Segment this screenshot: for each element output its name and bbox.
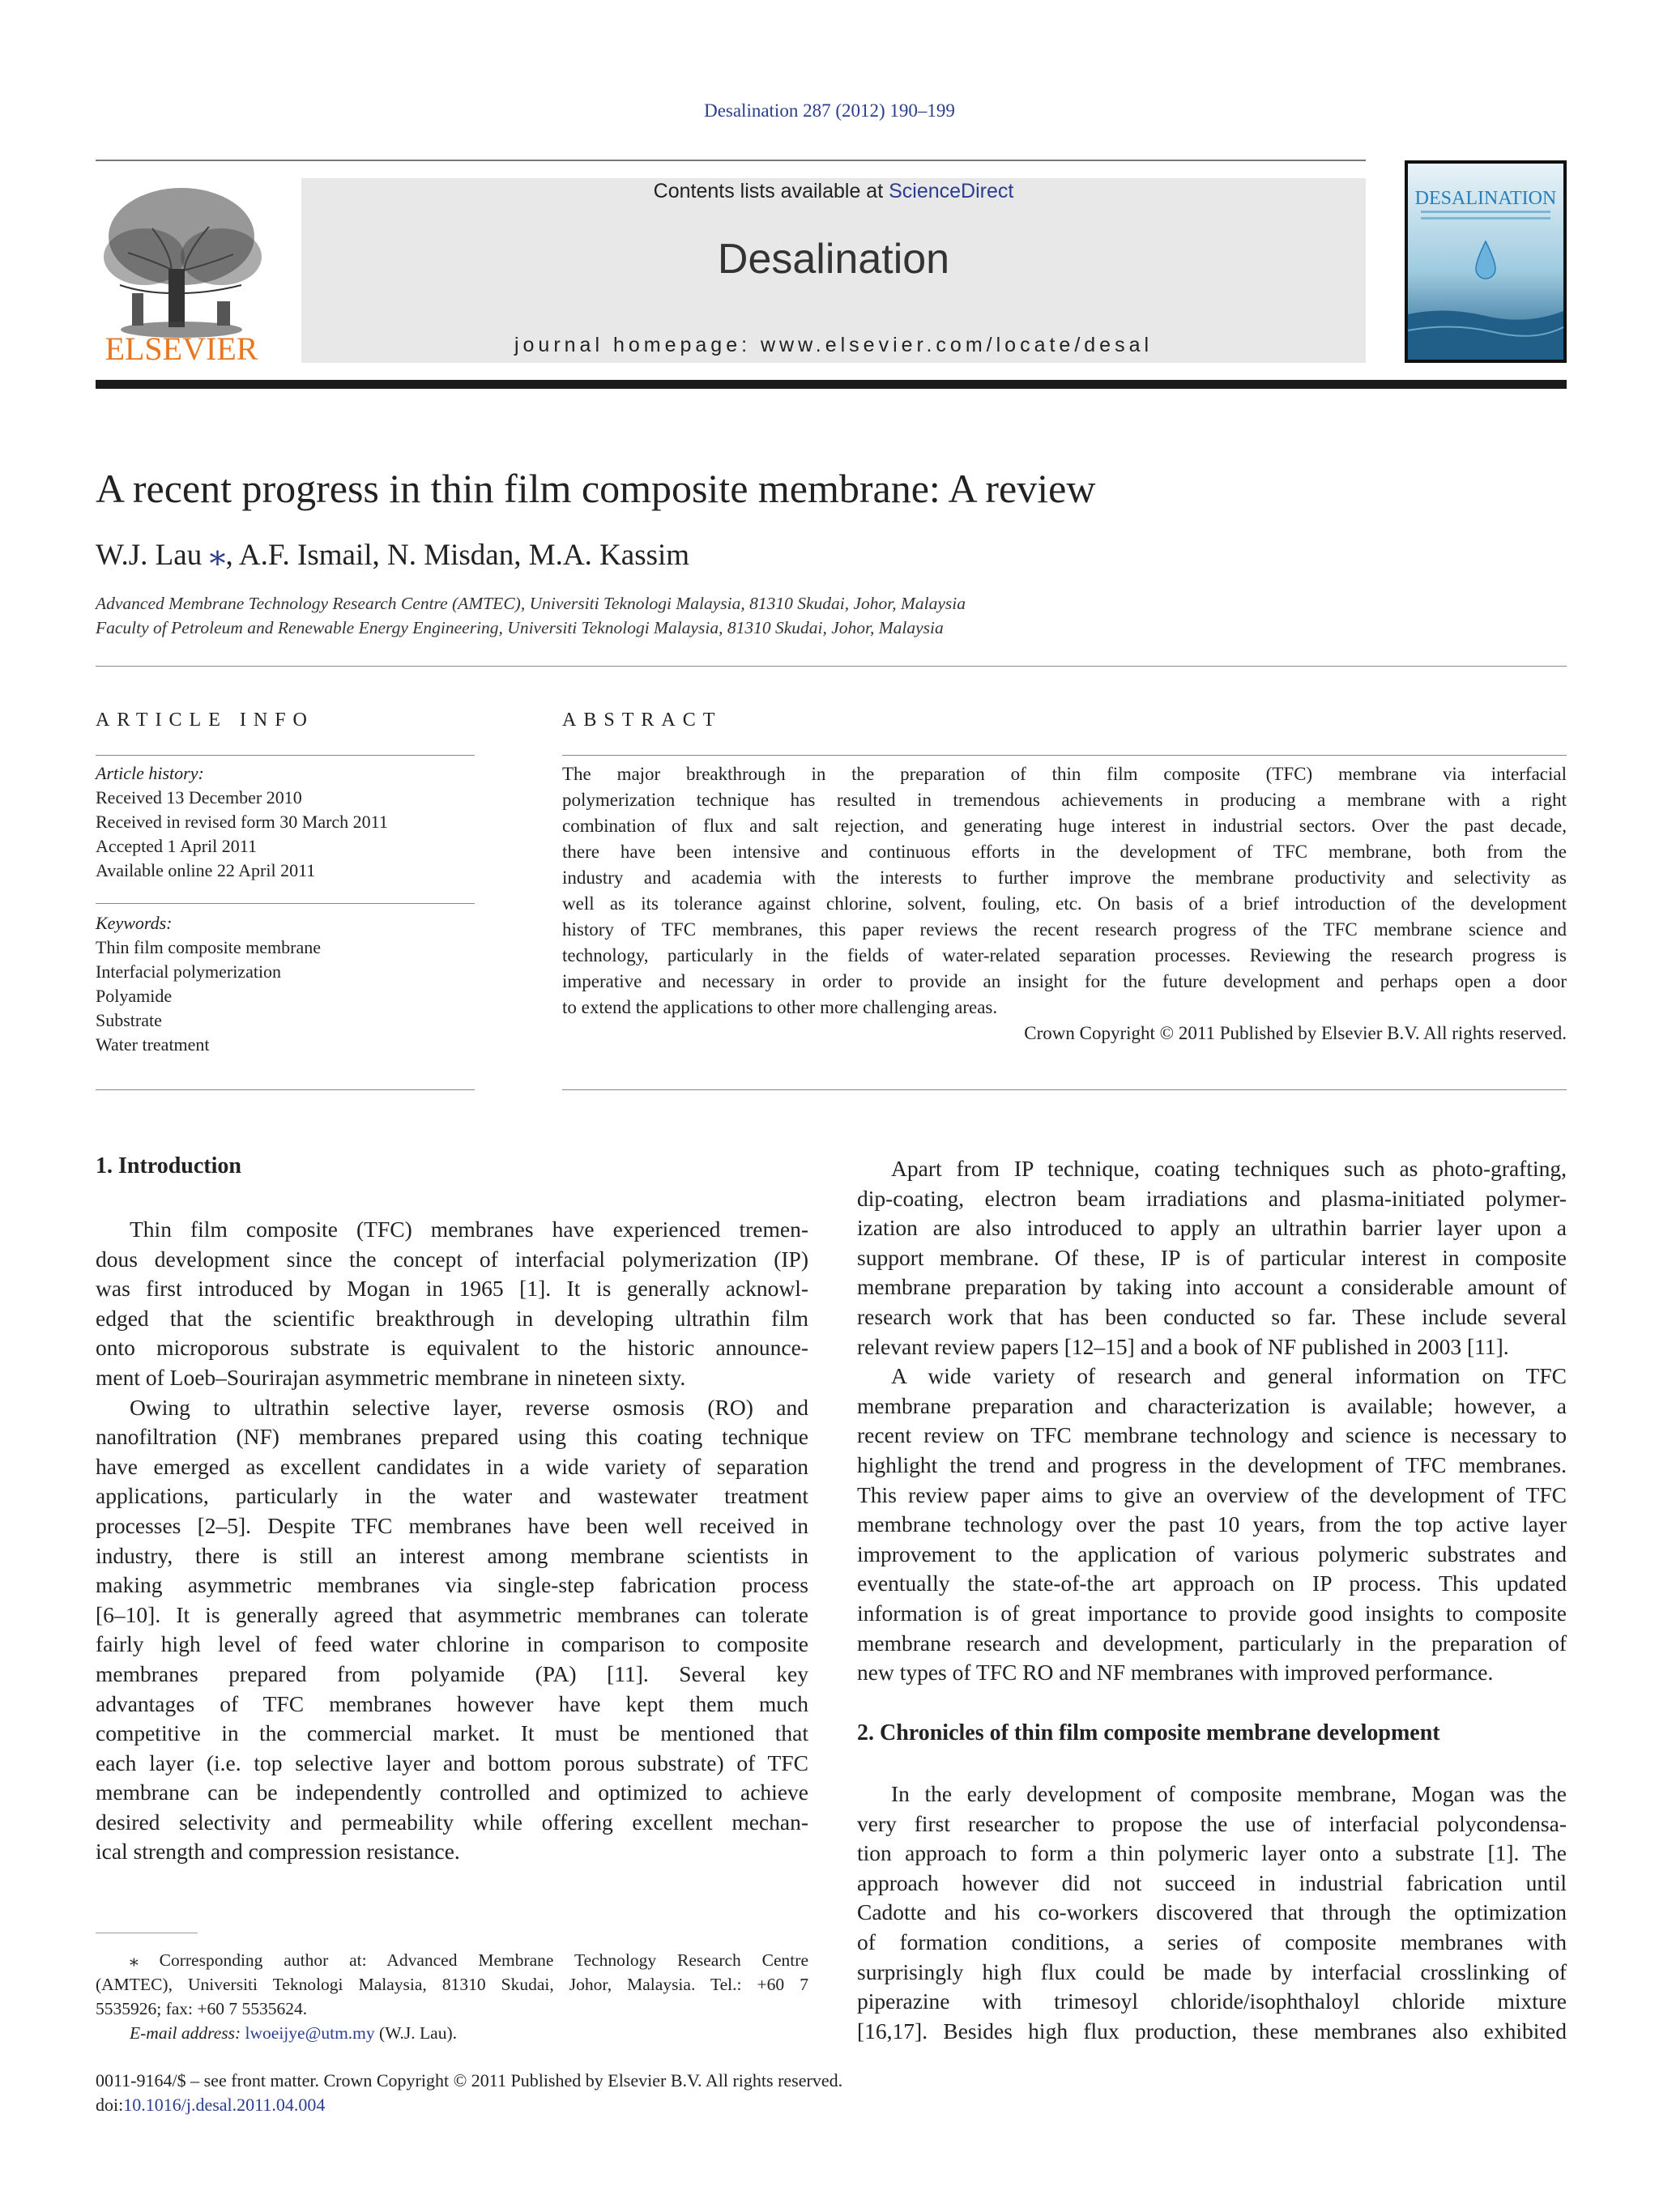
body-line: making asymmetric membranes via single-step fabrication process (96, 1572, 808, 1598)
cover-title: DESALINATION (1414, 188, 1557, 209)
elsevier-wordmark: ELSEVIER (104, 330, 258, 366)
info-rule (96, 1089, 475, 1090)
body-line: have emerged as excellent candidates in a wide variety of separation (96, 1453, 808, 1479)
abstract-rule (562, 1089, 1567, 1090)
body-line: Thin film composite (TFC) membranes have experienced tremen- (130, 1217, 808, 1242)
body-line: membrane research and development, particularly in the preparation of (857, 1630, 1567, 1656)
article-title: A recent progress in thin film composite membrane: A review (96, 466, 1096, 511)
abstract-line: industry and academia with the interests to further improve the membrane productivity and selectivity as (562, 867, 1567, 888)
introduction-body (96, 1215, 808, 1867)
email-label: E-mail address: (130, 2023, 241, 2043)
body-line: competitive in the commercial market. It must be mentioned that (96, 1720, 808, 1746)
body-line: [16,17]. Besides high flux production, these membranes also exhibited (857, 2018, 1567, 2044)
body-line: fairly high level of feed water chlorine in comparison to composite (96, 1631, 808, 1657)
elsevier-tree-icon (96, 180, 267, 366)
abstract-line: to extend the applications to other more challenging areas. (562, 997, 998, 1017)
header-thick-rule (96, 380, 1567, 389)
body-line: highlight the trend and progress in the development of TFC membranes. (857, 1451, 1567, 1477)
body-line: membranes prepared from polyamide (PA) [11]. Several key (96, 1660, 808, 1686)
corresponding-author-marker[interactable]: ⁎ (209, 535, 226, 572)
body-line: [6–10]. It is generally agreed that asymmetric membranes can tolerate (96, 1601, 808, 1627)
body-line: A wide variety of research and general information on TFC (891, 1363, 1567, 1389)
abstract-heading: ABSTRACT (562, 710, 723, 731)
history-item: Received in revised form 30 March 2011 (96, 812, 388, 832)
body-line: nanofiltration (NF) membranes prepared using this coating technique (96, 1424, 808, 1450)
footnote-line: 5535926; fax: +60 7 5535624. (96, 1999, 308, 2018)
body-line: very first researcher to propose the use of interfacial polycondensa- (857, 1810, 1567, 1836)
body-line: membrane preparation by taking into account a considerable amount of (857, 1274, 1567, 1300)
body-line: onto microporous substrate is equivalent to the historic announce- (96, 1335, 808, 1361)
body-line: dip-coating, electron beam irradiations and plasma-initiated polymer- (857, 1185, 1567, 1211)
body-line: Owing to ultrathin selective layer, reverse osmosis (RO) and (130, 1394, 808, 1420)
body-line: relevant review papers [12–15] and a book of NF published in 2003 [11]. (857, 1333, 1509, 1359)
keyword: Substrate (96, 1010, 162, 1030)
body-line: This review paper aims to give an overview of the development of TFC (857, 1481, 1567, 1507)
journal-name: Desalination (717, 236, 950, 283)
body-line: edged that the scientific breakthrough in developing ultrathin film (96, 1305, 808, 1331)
footnote-line: ⁎ Corresponding author at: Advanced Membrane Technology Research Centre (130, 1950, 808, 1970)
abstract-body (562, 761, 1567, 1046)
body-line: ment of Loeb–Sourirajan asymmetric membrane in nineteen sixty. (96, 1364, 686, 1390)
contents-line (301, 180, 1366, 203)
info-rule (96, 903, 475, 904)
body-line: membrane preparation and characterization is available; however, a (857, 1392, 1567, 1418)
doi-prefix: doi: (96, 2095, 124, 2115)
history-label: Article history: (96, 763, 204, 783)
elsevier-logo (96, 180, 267, 366)
body-line: advantages of TFC membranes however have kept them much (96, 1690, 808, 1716)
body-line: was first introduced by Mogan in 1965 [1]. It is generally acknowl- (96, 1276, 808, 1302)
article-history (96, 761, 388, 883)
first-author[interactable]: W.J. Lau (96, 539, 203, 572)
issn-line: 0011-9164/$ – see front matter. Crown Copyright © 2011 Published by Elsevier B.V. All rights reserved. (96, 2070, 843, 2091)
article-info-heading: ARTICLE INFO (96, 710, 314, 731)
journal-cover-icon (1405, 160, 1567, 363)
abstract-line: history of TFC membranes, this paper reviews the recent research progress of the TFC membrane science and (562, 919, 1567, 940)
abstract-line: combination of flux and salt rejection, and generating huge interest in industrial sectors. Over the past decade, (562, 816, 1567, 836)
body-line: industry, there is still an interest among membrane scientists in (96, 1542, 808, 1568)
email-suffix: (W.J. Lau). (374, 2023, 457, 2043)
body-line: research work that has been conducted so far. These include several (857, 1303, 1567, 1329)
section-2-body (857, 1779, 1567, 2046)
journal-cover (1405, 160, 1567, 363)
footnote-line: (AMTEC), Universiti Teknologi Malaysia, 81310 Skudai, Johor, Malaysia. Tel.: +60 7 (96, 1975, 808, 1994)
other-authors: , A.F. Ismail, N. Misdan, M.A. Kassim (225, 539, 690, 572)
body-line: dous development since the concept of interfacial polymerization (IP) (96, 1246, 808, 1272)
body-line: new types of TFC RO and NF membranes with improved performance. (857, 1660, 1494, 1686)
body-line: information is of great importance to provide good insights to composite (857, 1600, 1567, 1626)
body-line: ization are also introduced to apply an ultrathin barrier layer upon a (857, 1215, 1567, 1241)
email-link[interactable]: lwoeijye@utm.my (245, 2023, 375, 2043)
sciencedirect-link[interactable]: ScienceDirect (889, 180, 1014, 202)
abstract-line: well as its tolerance against chlorine, solvent, fouling, etc. On basis of a brief introduction of the development (562, 893, 1567, 914)
body-line: surprisingly high flux could be made by interfacial crosslinking of (857, 1958, 1567, 1984)
body-line: support membrane. Of these, IP is of particular interest in composite (857, 1244, 1567, 1270)
footnote-email-line (96, 2021, 808, 2045)
body-line: desired selectivity and permeability while offering excellent mechan- (96, 1809, 808, 1835)
doi-line (96, 2095, 325, 2116)
journal-homepage[interactable]: journal homepage: www.elsevier.com/locate/desal (514, 334, 1154, 356)
abstract-rule (562, 755, 1567, 756)
doi-link[interactable]: 10.1016/j.desal.2011.04.004 (123, 2095, 326, 2115)
history-item: Accepted 1 April 2011 (96, 836, 257, 856)
journal-reference[interactable]: Desalination 287 (2012) 190–199 (704, 100, 955, 121)
keyword: Water treatment (96, 1034, 210, 1055)
keyword: Thin film composite membrane (96, 937, 321, 957)
abstract-copyright: Crown Copyright © 2011 Published by Elsevier B.V. All rights reserved. (1024, 1023, 1567, 1043)
top-rule (96, 160, 1366, 161)
body-line: tion approach to form a thin polymeric layer onto a substrate [1]. The (857, 1840, 1567, 1866)
affiliation-1: Advanced Membrane Technology Research Centre (AMTEC), Universiti Teknologi Malaysia, 81310 Skudai, Johor, Malaysia (96, 594, 966, 613)
body-line: improvement to the application of various polymeric substrates and (857, 1541, 1567, 1566)
body-line: of formation conditions, a series of composite membranes with (857, 1929, 1567, 1954)
right-column-body (857, 1154, 1567, 1688)
body-line: In the early development of composite membrane, Mogan was the (891, 1781, 1567, 1806)
body-line: approach however did not succeed in industrial fabrication until (857, 1869, 1567, 1895)
body-line: processes [2–5]. Despite TFC membranes have been well received in (96, 1512, 808, 1538)
introduction-heading: 1. Introduction (96, 1153, 241, 1178)
abstract-line: technology, particularly in the fields of water-related separation processes. Reviewing the research progress is (562, 945, 1567, 965)
abstract-line: polymerization technique has resulted in tremendous achievements in producing a membrane with a right (562, 790, 1567, 810)
body-line: recent review on TFC membrane technology and science is necessary to (857, 1422, 1567, 1448)
author-list (96, 535, 689, 573)
keyword: Interfacial polymerization (96, 961, 282, 982)
keywords (96, 911, 321, 1057)
abstract-line: imperative and necessary in order to provide an insight for the future development and perhaps open a door (562, 971, 1567, 991)
keywords-label: Keywords: (96, 913, 173, 933)
body-line: Cadotte and his co-workers discovered that through the optimization (857, 1899, 1567, 1925)
abstract-line: The major breakthrough in the preparation of thin film composite (TFC) membrane via interfacial (562, 764, 1567, 784)
corresponding-author-footnote (96, 1948, 808, 2045)
body-line: membrane can be independently controlled and optimized to achieve (96, 1779, 808, 1805)
affiliation-rule (96, 666, 1567, 667)
contents-prefix: Contents lists available at (653, 180, 889, 202)
info-rule (96, 755, 475, 756)
history-item: Received 13 December 2010 (96, 787, 302, 808)
abstract-line: there have been intensive and continuous efforts in the development of TFC membrane, both from the (562, 842, 1567, 862)
body-line: applications, particularly in the water and wastewater treatment (96, 1483, 808, 1509)
history-item: Available online 22 April 2011 (96, 860, 316, 880)
keyword: Polyamide (96, 986, 173, 1006)
body-line: each layer (i.e. top selective layer and bottom porous substrate) of TFC (96, 1750, 808, 1775)
body-line: ical strength and compression resistance. (96, 1839, 460, 1865)
body-line: piperazine with trimesoyl chloride/isophthaloyl chloride mixture (857, 1988, 1567, 2014)
section-2-heading: 2. Chronicles of thin film composite membrane development (857, 1720, 1440, 1745)
body-line: eventually the state-of-the art approach on IP process. This updated (857, 1571, 1567, 1596)
body-line: membrane technology over the past 10 years, from the top active layer (857, 1511, 1567, 1537)
affiliation-2: Faculty of Petroleum and Renewable Energy Engineering, Universiti Teknologi Malaysia, 81310 Skudai, Johor, Malaysia (96, 618, 944, 637)
body-line: Apart from IP technique, coating techniques such as photo-grafting, (891, 1156, 1567, 1181)
